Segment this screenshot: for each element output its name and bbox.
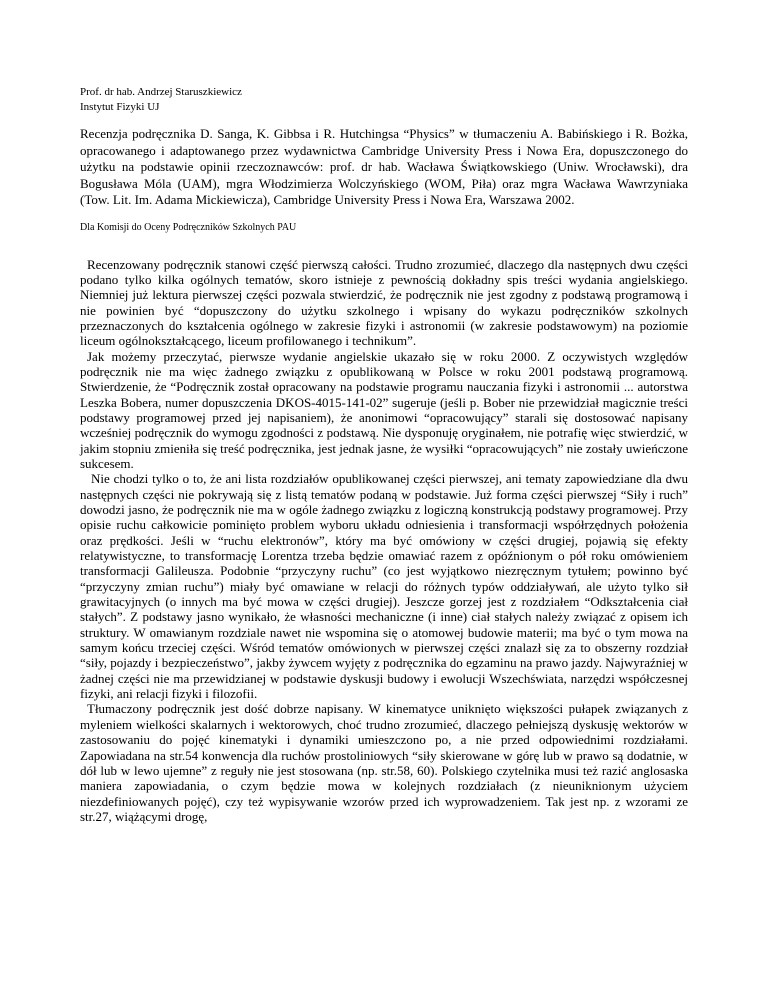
- body-paragraph-3: Nie chodzi tylko o to, że ani lista rozdziałów opublikowanej części pierwszej, ani tematy zapowiedziane dla dwu następnych części nie pokrywają się z listą tematów podaną w podstawie. Już forma części pierwszej “Siły i ruch” dowodzi jasno, że podręcznik nie ma w ogóle żadnego związku z logiczną konstrukcją podstawy programowej. Przy opisie ruchu całkowicie pominięto problem wyboru układu odniesienia i transformacji współrzędnych położenia oraz prędkości. Jeśli w “ruchu elektronów”, który ma być omówiony w części drugiej, pojawią się efekty relatywistyczne, to transformację Lorentza trzeba będzie omawiać razem z opóźnionym o pół roku omówieniem transformacji Galileusza. Podobnie “przyczyny ruchu” (co jest wyjątkowo niezręcznym tytułem; powinno być “przyczyny zmian ruchu”) miały być omawiane w relacji do różnych typów oddziaływań, ale użyto tylko sił grawitacyjnych (o innych ma być mowa w części drugiej). Jeszcze gorzej jest z rozdziałem “Odkształcenia ciał stałych”. Z podstawy jasno wynikało, że własności mechaniczne (i inne) ciał stałych należy związać z opisem ich struktury. W omawianym rozdziale nawet nie wspomina się o atomowej budowie materii; ma być o tym mowa na samym końcu trzeciej części. Wśród tematów omówionych w pierwszej części znalazł się za to obszerny rozdział “siły, pojazdy i bezpieczeństwo”, jakby żywcem wyjęty z podręcznika do egzaminu na prawo jazdy. Najwyraźniej w żadnej części nie ma przewidzianej w podstawie dyskusji budowy i ewolucji Wszechświata, narzędzi współczesnej fizyki, ani relacji fizyki i filozofii.: [80, 471, 688, 702]
- review-title: Recenzja podręcznika D. Sanga, K. Gibbsa i R. Hutchingsa “Physics” w tłumaczeniu A. Babińskiego i R. Bożka, opracowanego i adaptowanego przez wydawnictwa Cambridge University Press i Nowa Era, dopuszczonego do użytku na podstawie opinii rzeczoznawców: prof. dr hab. Wacława Świątkowskiego (Uniw. Wrocławski), dra Bogusława Móla (UAM), mgra Włodzimierza Wolczyńskiego (WOM, Piła) oraz mgra Wacława Wawrzyniaka (Tow. Lit. Im. Adama Mickiewicza), Cambridge University Press i Nowa Era, Warszawa 2002.: [80, 126, 688, 207]
- body-paragraph-2: Jak możemy przeczytać, pierwsze wydanie angielskie ukazało się w roku 2000. Z oczywistych względów podręcznik nie ma więc żadnego związku z opublikowaną w Polsce w roku 2001 podstawą programową. Stwierdzenie, że “Podręcznik został opracowany na podstawie programu nauczania fizyki i astronomii ... autorstwa Leszka Bobera, numer dopuszczenia DKOS-4015-141-02” sugeruje (jeśli p. Bober nie przewidział magicznie treści podstawy programowej przed jej napisaniem), że anonimowi “opracowujący” starali się dostosować napisany wcześniej podręcznik do wymogu zgodności z podstawą. Nie dysponuję oryginałem, nie potrafię więc stwierdzić, w jakim stopniu zmieniła się treść podręcznika, jest jednak jasne, że wysiłki “opracowujących” nie zostały uwieńczone sukcesem.: [80, 348, 688, 471]
- author-affiliation: Instytut Fizyki UJ: [80, 101, 160, 113]
- document-page: [80, 85, 688, 824]
- author-name: Prof. dr hab. Andrzej Staruszkiewicz: [80, 86, 242, 98]
- body-paragraph-1: Recenzowany podręcznik stanowi część pierwszą całości. Trudno zrozumieć, dlaczego dla następnych dwu części podano tylko kilka ogólnych tematów, skoro istnieje z pewnością dokładny spis treści wydania angielskiego. Niemniej już lektura pierwszej części pozwala stwierdzić, że podręcznik nie jest zgodny z podstawą programową i nie powinien być “dopuszczony do użytku szkolnego i wpisany do wykazu podręczników szkolnych przeznaczonych do kształcenia ogólnego w zakresie fizyki i astronomii (w zakresie podstawowym) na poziomie liceum ogólnokształcącego, liceum profilowanego i technikum”.: [80, 256, 688, 349]
- body-paragraph-4: Tłumaczony podręcznik jest dość dobrze napisany. W kinematyce uniknięto większości pułapek związanych z myleniem wielkości skalarnych i wektorowych, choć trudno zrozumieć, dlaczego pełniejszą dyskusję wektorów w zastosowaniu do pojęć kinematyki i dynamiki umieszczono po, a nie przed odpowiednimi rozdziałami. Zapowiadana na str.54 konwencja dla ruchów prostoliniowych “siły skierowane w górę lub w prawo są dodatnie, w dół lub w lewo ujemne” z reguły nie jest stosowana (np. str.58, 60). Polskiego czytelnika musi też razić anglosaska maniera zapowiadania, o czym będzie mowa w kolejnych rozdziałach (z nieuniknionym użyciem niezdefiniowanych pojęć), czy też wypisywanie wzorów przed ich wyprowadzeniem. Tak jest np. z wzorami ze str.27, wiążącymi drogę,: [80, 701, 688, 824]
- review-body: [80, 257, 688, 825]
- committee-line: Dla Komisji do Oceny Podręczników Szkolnych PAU: [80, 221, 297, 233]
